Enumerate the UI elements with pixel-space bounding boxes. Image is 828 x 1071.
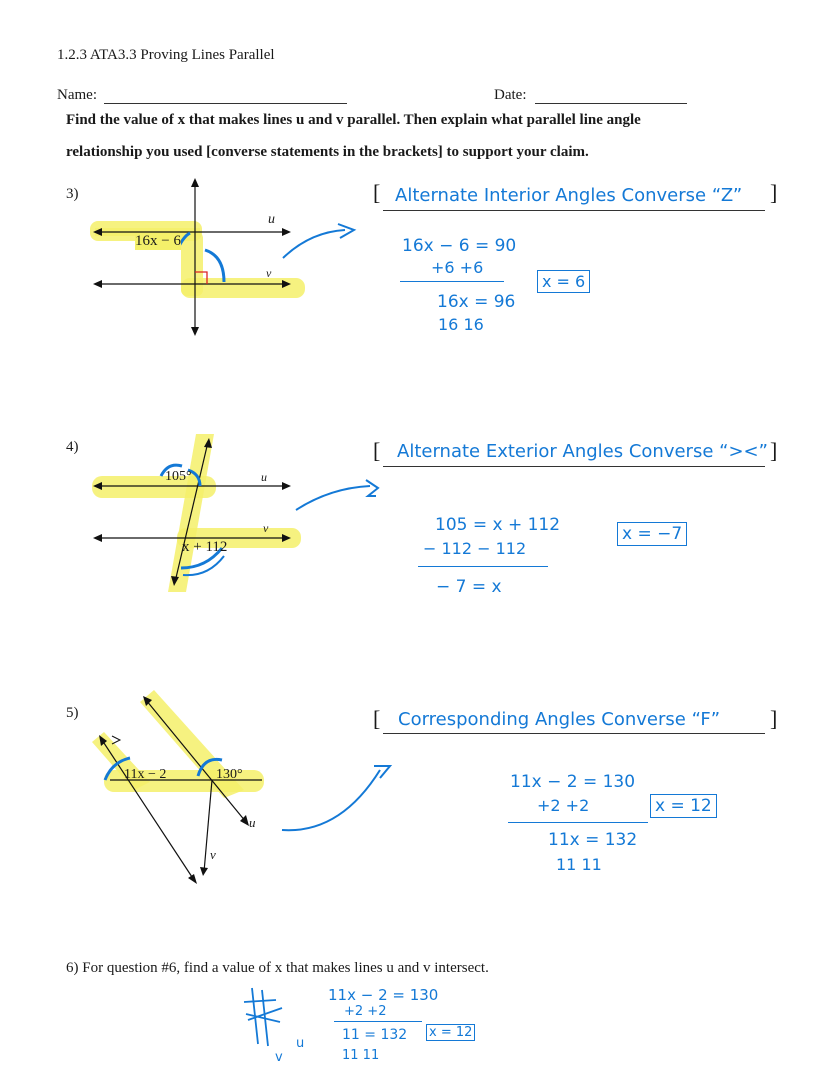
problem-3-bracket-close: ] [770,180,778,205]
problem-5-work-4: 11 11 [556,855,602,874]
problem-3-line-u: u [268,212,275,227]
question-6-sketch-u: u [296,1036,305,1051]
problem-5-work-1: 11x − 2 = 130 [510,772,636,792]
name-label: Name: [57,87,97,103]
problem-4-angle-x: x + 112 [182,539,228,555]
problem-5-work-2: +2 +2 [537,796,590,815]
problem-4-line-u: u [261,470,267,484]
question-6-work-2: +2 +2 [344,1004,387,1019]
problem-5-angle-130: 130° [216,767,243,782]
problem-3-work-1: 16x − 6 = 90 [402,236,517,256]
problem-5-angle-11x: 11x − 2 [124,767,167,782]
problem-5-number: 5) [66,705,79,721]
question-6-text: 6) For question #6, find a value of x that makes lines u and v intersect. [66,960,489,976]
problem-4-work-2: − 112 − 112 [423,539,527,558]
problem-4-answer-box: x = −7 [617,522,687,546]
problem-3-line-v: v [266,266,272,280]
problem-3-work-2: +6 +6 [431,258,484,277]
problem-4-work-3: − 7 = x [436,577,502,597]
question-6-work-3: 11 = 132 [342,1027,408,1043]
problem-5-reason: Corresponding Angles Converse “F” [398,709,721,730]
question-6-answer-box: x = 12 [426,1024,475,1041]
problem-3-bracket-open: [ [373,180,381,205]
question-6-work-1: 11x − 2 = 130 [328,986,439,1004]
problem-4-bracket-close: ] [770,438,778,463]
page-title: 1.2.3 ATA3.3 Proving Lines Parallel [57,47,275,63]
problem-3-answer-box: x = 6 [537,270,590,293]
instructions-line-2: relationship you used [converse statements in the brackets] to support your claim. [66,144,589,160]
problem-5-work-3: 11x = 132 [548,830,638,850]
problem-5-line-v: v [210,847,216,862]
date-label: Date: [494,87,527,103]
problem-4-work-1: 105 = x + 112 [435,515,561,535]
question-6-work-rule [334,1021,422,1022]
problem-5-line-u: u [249,815,256,830]
problem-3-work-3: 16x = 96 [437,292,516,312]
problem-4-bracket-open: [ [373,438,381,463]
problem-4-reason: Alternate Exterior Angles Converse “><” [397,441,768,462]
problem-5-bracket-close: ] [770,706,778,731]
problem-3-number: 3) [66,186,79,202]
problem-4-angle-105: 105° [165,469,192,484]
problem-3-angle-label: 16x − 6 [135,233,181,249]
problem-5-bracket-open: [ [373,706,381,731]
problem-5-answer-box: x = 12 [650,794,717,818]
problem-3-reason: Alternate Interior Angles Converse “Z” [395,185,743,206]
question-6-work-4: 11 11 [342,1048,380,1063]
question-6-sketch-v: v [275,1050,283,1065]
problem-4-line-v: v [263,521,269,535]
problem-4-number: 4) [66,439,79,455]
instructions-line-1: Find the value of x that makes lines u and v parallel. Then explain what parallel line angle [66,112,641,128]
problem-3-work-4: 16 16 [438,315,484,334]
